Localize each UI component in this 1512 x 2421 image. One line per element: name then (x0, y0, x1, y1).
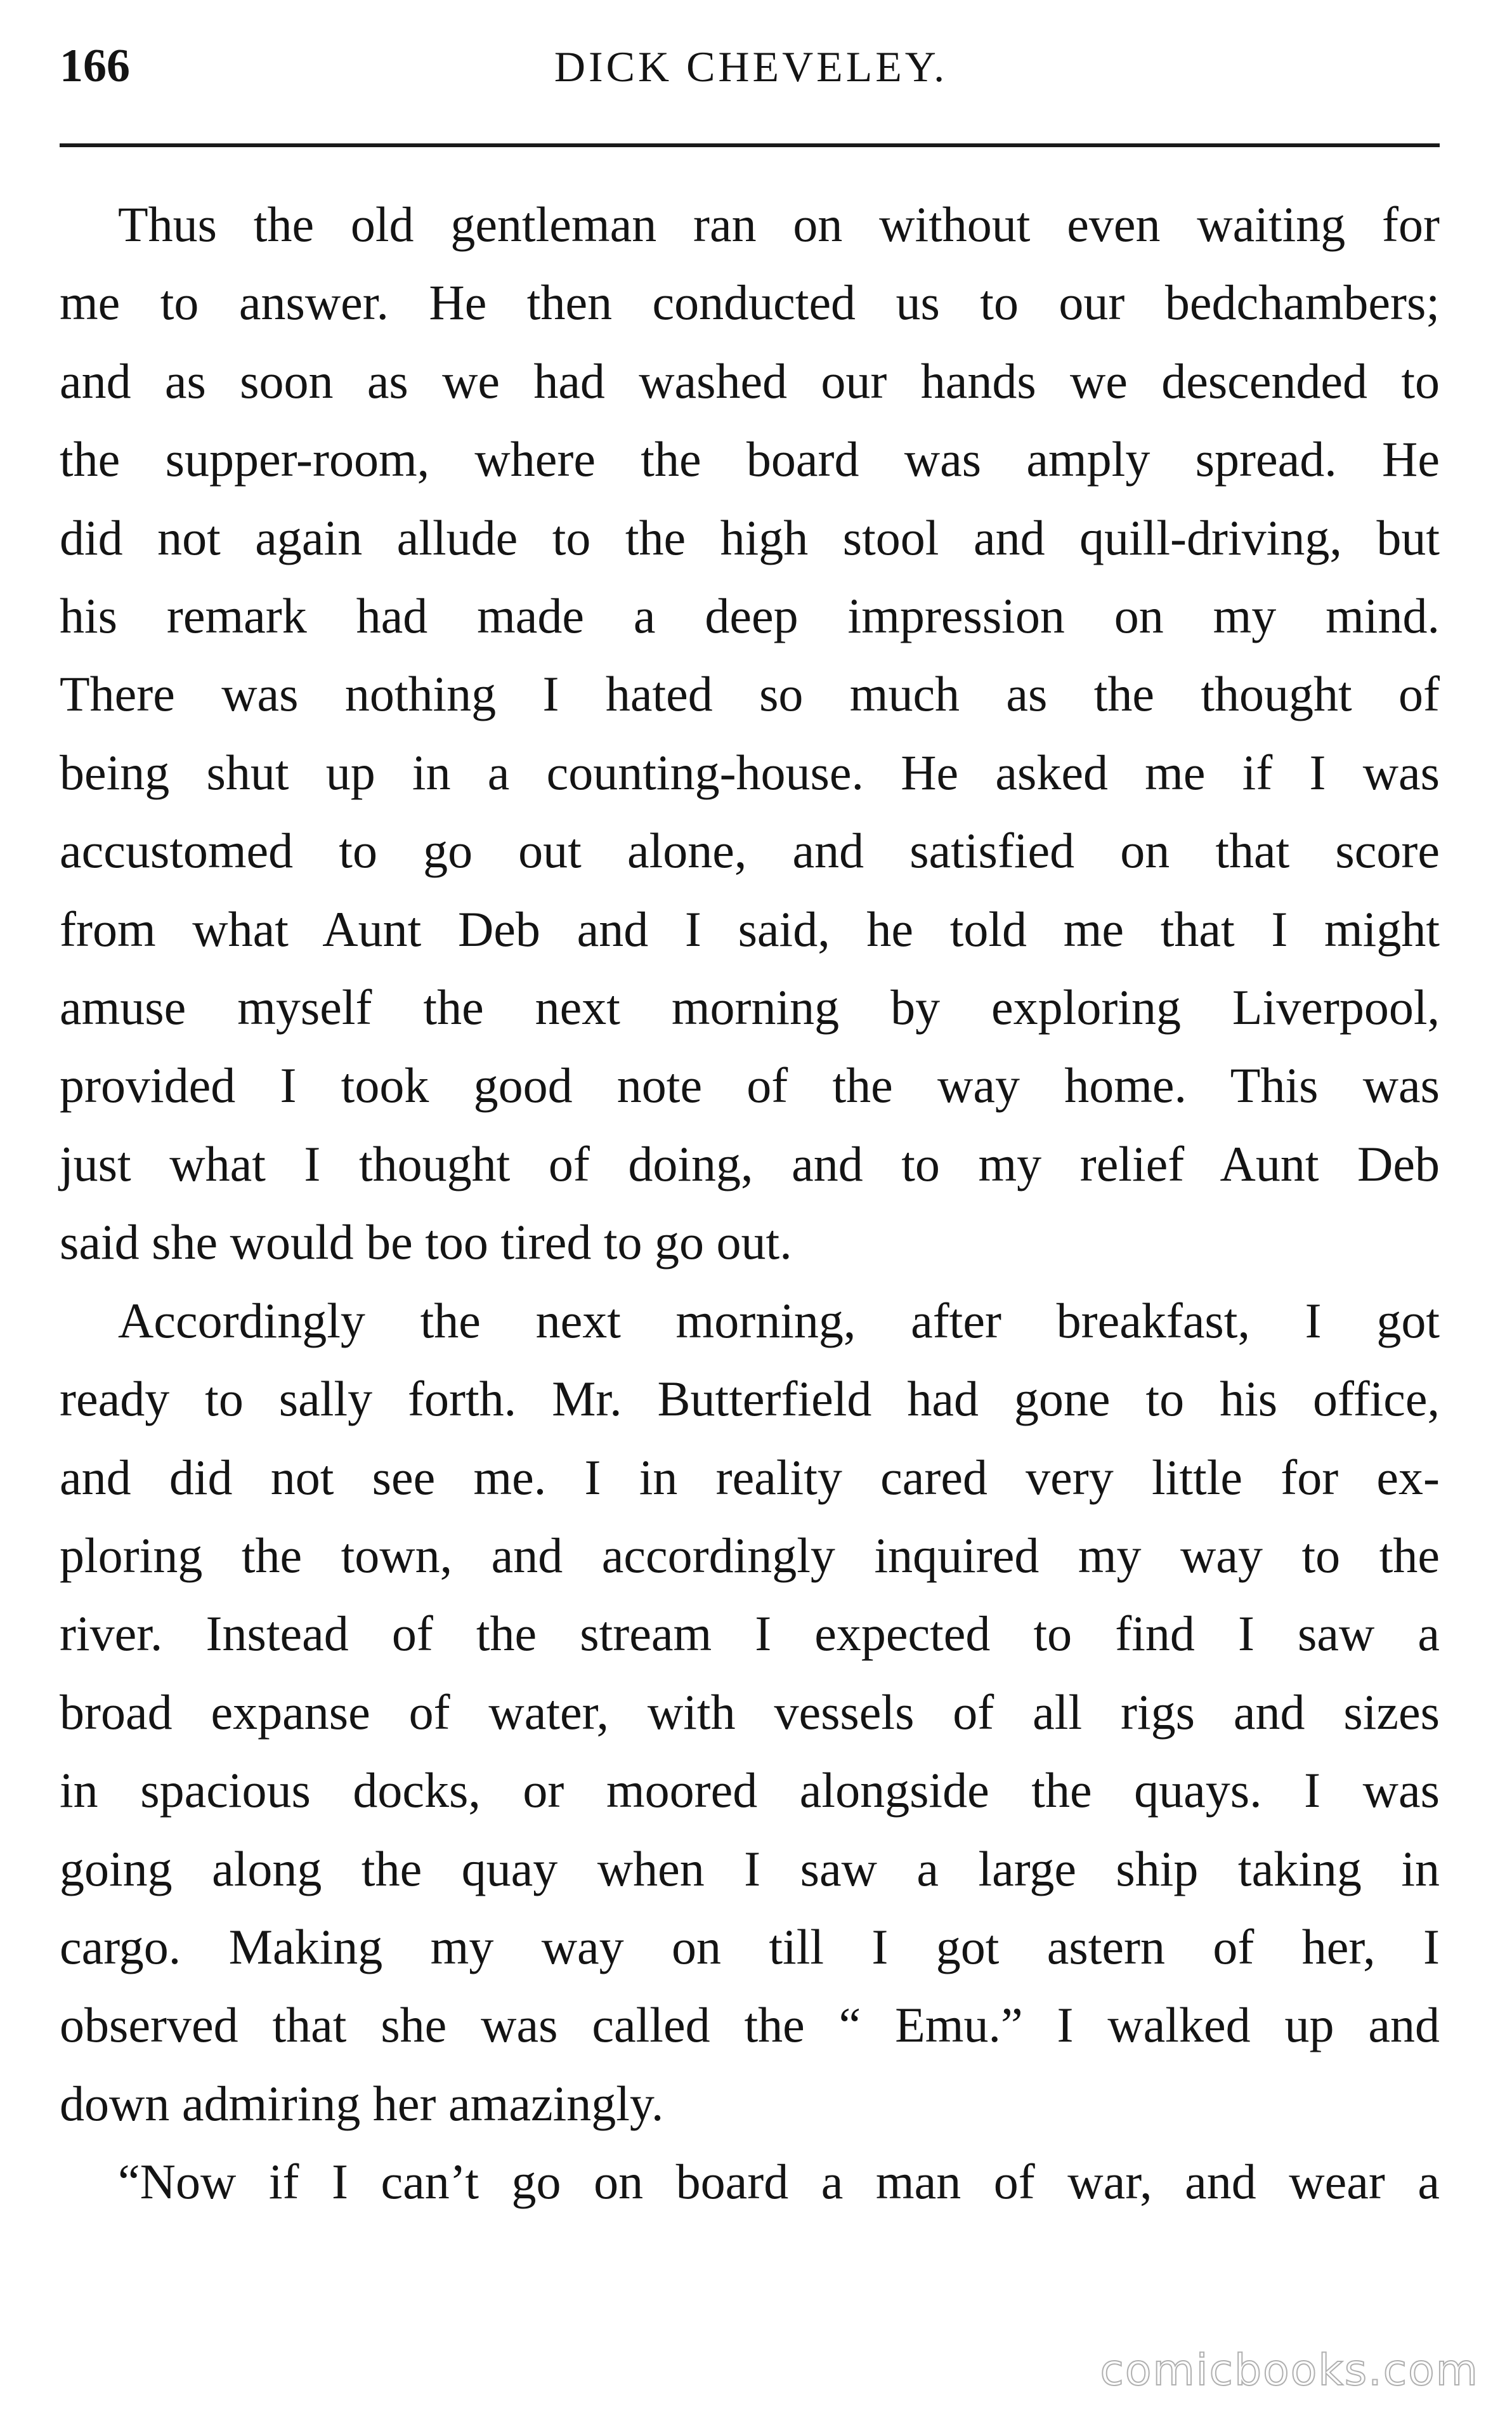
page-header (60, 39, 1442, 115)
text-line: provided I took good note of the way home. This was (60, 1058, 1440, 1113)
text-line: river. Instead of the stream I expected to find I saw a (60, 1606, 1440, 1662)
text-line: “Now if I can’t go on board a man of war, and wear a (118, 2154, 1440, 2210)
page-number: 166 (60, 40, 130, 92)
paragraph (60, 2142, 1440, 2221)
header-rule (60, 143, 1440, 147)
text-line: going along the quay when I saw a large ship taking in (60, 1840, 1440, 1896)
text-line: There was nothing I hated so much as the thought of (60, 666, 1440, 722)
text-line: just what I thought of doing, and to my relief Aunt Deb (60, 1136, 1440, 1191)
text-line: down admiring her amazingly. (60, 2075, 664, 2131)
text-line: me to answer. He then conducted us to our bedchambers; (60, 275, 1440, 331)
text-line: being shut up in a counting-house. He asked me if I was (60, 744, 1440, 800)
text-line: ploring the town, and accordingly inquired my way to the (60, 1527, 1440, 1583)
text-line: amuse myself the next morning by exploring Liverpool, (60, 980, 1440, 1035)
paragraph (60, 185, 1440, 1282)
text-line: from what Aunt Deb and I said, he told me that I might (60, 901, 1440, 957)
text-line: and as soon as we had washed our hands we descended to (60, 353, 1440, 409)
watermark: comicbooks.com (1100, 2346, 1479, 2396)
text-line: broad expanse of water, with vessels of all rigs and sizes (60, 1684, 1440, 1740)
text-line: did not again allude to the high stool and quill-driving, but (60, 509, 1440, 565)
text-line: ready to sally forth. Mr. Butterfield had gone to his office, (60, 1371, 1440, 1427)
text-line: Thus the old gentleman ran on without even waiting for (118, 197, 1440, 252)
text-line: cargo. Making my way on till I got astern of her, I (60, 1919, 1440, 1974)
text-line: the supper-room, where the board was amply spread. He (60, 431, 1440, 487)
text-line: and did not see me. I in reality cared very little for ex- (60, 1449, 1440, 1505)
text-line: accustomed to go out alone, and satisfied on that score (60, 823, 1440, 879)
body-text (60, 185, 1440, 2221)
text-line: Accordingly the next morning, after breakfast, I got (118, 1292, 1440, 1348)
text-line: his remark had made a deep impression on my mind. (60, 588, 1440, 644)
text-line: said she would be too tired to go out. (60, 1214, 792, 1270)
text-line: in spacious docks, or moored alongside the quays. I was (60, 1762, 1440, 1818)
text-line: observed that she was called the “ Emu.” I walked up and (60, 1997, 1440, 2053)
running-title: DICK CHEVELEY. (554, 43, 948, 91)
paragraph (60, 1282, 1440, 2142)
